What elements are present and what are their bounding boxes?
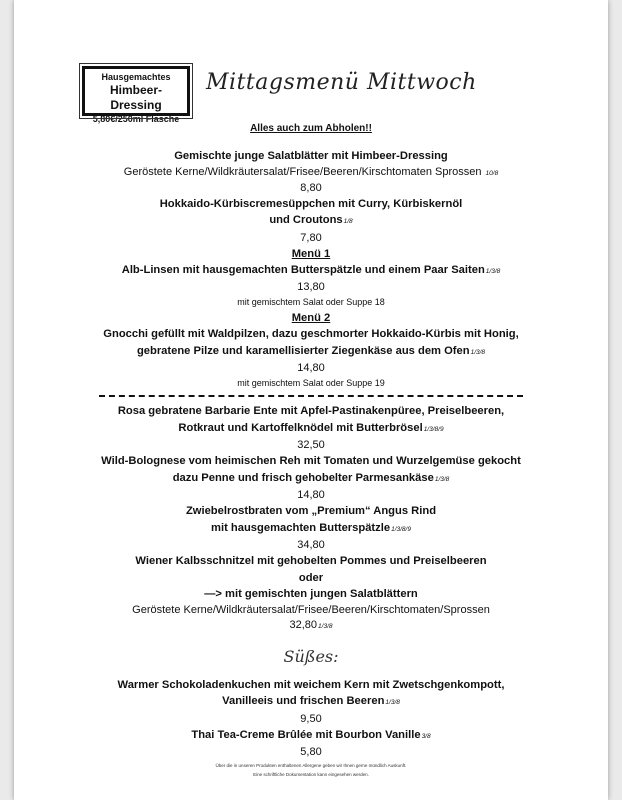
menu2-name-2 <box>0 343 622 362</box>
duck-name-2 <box>0 420 622 439</box>
salad-allergen: 10/8 <box>485 169 499 177</box>
duck-allergen: 1/3/8/9 <box>423 425 444 433</box>
menu1-allergen: 1/3/8 <box>485 267 501 275</box>
salad-name: Gemischte junge Salatblätter mit Himbeer-Dressing <box>174 150 448 162</box>
menu2-heading: Menü 2 <box>291 312 331 324</box>
creme-name <box>0 727 622 746</box>
schnitzel-price-text: 32,80 <box>289 618 318 631</box>
creme-allergen: 3/8 <box>421 732 431 740</box>
duck-name-1: Rosa gebratene Barbarie Ente mit Apfel-Pastinakenpüree, Preiselbeeren, <box>117 405 505 417</box>
roast-name-2 <box>0 520 622 539</box>
bolognese-allergen: 1/3/8 <box>434 475 450 483</box>
schnitzel-desc: Geröstete Kerne/Wildkräutersalat/Frisee/Beeren/Kirschtomaten/Sprossen <box>132 603 490 616</box>
soup-price: 7,80 <box>300 231 322 244</box>
sweets-heading: Süßes: <box>283 646 339 666</box>
menu2-name-1: Gnocchi gefüllt mit Waldpilzen, dazu geschmorter Hokkaido-Kürbis mit Honig, <box>103 328 519 340</box>
soup-allergen: 1/8 <box>343 218 353 225</box>
allergen-footer-1: Über die in unseren Produkten enthaltenen Allergene geben wir Ihnen gerne mündlich Auskunft. <box>215 763 407 768</box>
badge-line-2: Himbeer-Dressing <box>109 83 162 112</box>
creme-price: 5,80 <box>300 746 322 758</box>
menu2-name-2-text: gebratene Pilze und karamellisierter Ziegenkäse aus dem Ofen <box>136 344 470 357</box>
cake-allergen: 1/3/8 <box>385 699 400 706</box>
bolognese-name-2 <box>0 470 622 489</box>
cake-price: 9,50 <box>300 712 322 725</box>
salad-desc-text: Geröstete Kerne/Wildkräutersalat/Frisee/Beeren/Kirschtomaten Sprossen <box>123 165 482 178</box>
menu1-note: mit gemischtem Salat oder Suppe 18 <box>237 297 385 307</box>
bolognese-price: 14,80 <box>297 489 325 501</box>
schnitzel-or: oder <box>298 571 324 584</box>
schnitzel-allergen: 1/3/8 <box>318 622 333 630</box>
soup-name-2-text: und Croutons <box>269 214 343 226</box>
duck-name-2-text: Rotkraut und Kartoffelknödel mit Butterbrösel <box>178 421 423 434</box>
salad-price: 8,80 <box>300 181 322 194</box>
dressing-badge <box>82 66 190 124</box>
menu2-allergen: 1/3/8 <box>470 348 486 356</box>
roast-price: 34,80 <box>297 539 325 551</box>
schnitzel-price <box>0 618 622 634</box>
allergen-footer-2: Eine schriftliche Dokumentation kann eingesehen werden. <box>253 772 369 777</box>
schnitzel-name-3: —> mit gemischten jungen Salatblättern <box>204 588 418 600</box>
badge-line-1: Hausgemachtes <box>101 72 171 82</box>
roast-name-1: Zwiebelrostbraten vom „Premium“ Angus Rind <box>185 505 437 517</box>
menu-content <box>0 122 622 778</box>
roast-name-2-text: mit hausgemachten Butterspätzle <box>211 521 391 534</box>
creme-name-text: Thai Tea-Creme Brûlée mit Bourbon Vanille <box>191 728 421 741</box>
menu2-price: 14,80 <box>297 362 325 374</box>
cake-name-2-text: Vanilleeis und frischen Beeren <box>222 695 385 707</box>
section-divider <box>99 395 523 397</box>
cake-name-1: Warmer Schokoladenkuchen mit weichem Kern mit Zwetschgenkompott, <box>117 678 505 691</box>
bolognese-name-1: Wild-Bolognese vom heimischen Reh mit Tomaten und Wurzelgemüse gekocht <box>101 455 521 467</box>
page-title: Mittagsmenü Mittwoch <box>206 70 477 95</box>
soup-name-2 <box>0 212 622 231</box>
cake-name-2 <box>0 693 622 712</box>
duck-price: 32,50 <box>297 439 325 451</box>
menu1-name-text: Alb-Linsen mit hausgemachten Butterspätzle und einem Paar Saiten <box>121 263 485 276</box>
menu1-price: 13,80 <box>297 281 325 293</box>
takeaway-note: Alles auch zum Abholen!! <box>250 123 372 134</box>
schnitzel-name-1: Wiener Kalbsschnitzel mit gehobelten Pommes und Preiselbeeren <box>135 555 487 567</box>
salad-desc <box>0 165 622 181</box>
menu1-name <box>0 262 622 281</box>
bolognese-name-2-text: dazu Penne und frisch gehobelter Parmesankäse <box>172 471 434 484</box>
menu1-heading: Menü 1 <box>291 247 331 260</box>
roast-allergen: 1/3/8/9 <box>391 525 411 533</box>
soup-name-1: Hokkaido-Kürbiscremesüppchen mit Curry, Kürbiskernöl <box>159 197 463 210</box>
menu2-note: mit gemischtem Salat oder Suppe 19 <box>237 378 385 388</box>
badge-line-3: 5,80€/250ml Flasche <box>92 114 180 124</box>
